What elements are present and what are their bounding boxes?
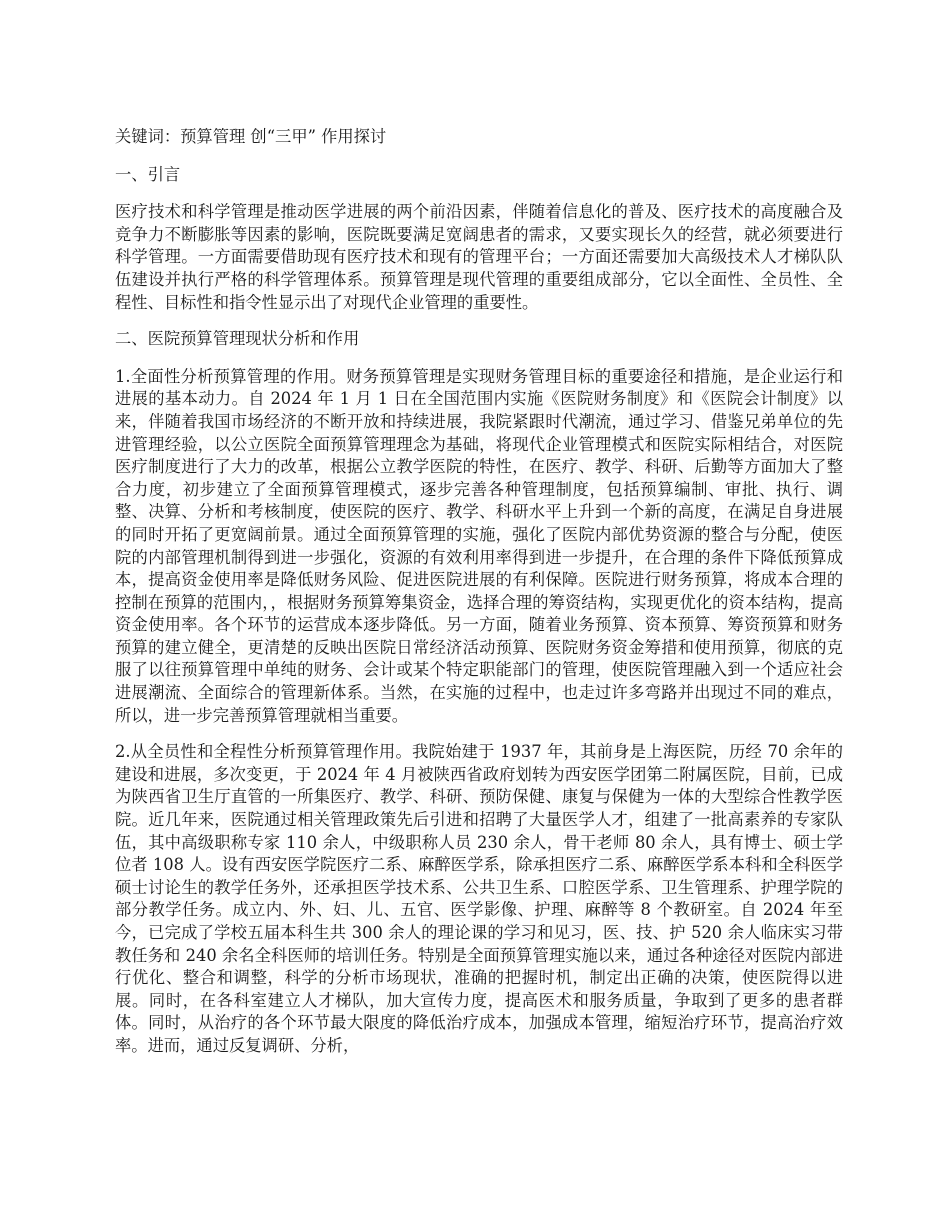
- document-page: [115, 126, 843, 1058]
- paragraph-comprehensive-analysis: 1.全面性分析预算管理的作用。财务预算管理是实现财务管理目标的重要途径和措施，是企业运行和进展的基本动力。自 2024 年 1 月 1 日在全国范围内实施《医院财务制度》和《医院会计制度》以来，伴随着我国市场经济的不断开放和持续进展，我院紧跟时代潮流，通过学习、借鉴兄弟单位的先进管理经验，以公立医院全面预算管理理念为基础，将现代企业管理模式和医院实际相结合，对医院医疗制度进行了大力的改革，根据公立教学医院的特性，在医疗、教学、科研、后勤等方面加大了整合力度，初步建立了全面预算管理模式，逐步完善各种管理制度，包括预算编制、审批、执行、调整、决算、分析和考核制度，使医院的医疗、教学、科研水平上升到一个新的高度，在满足自身进展的同时开拓了更宽阔前景。通过全面预算管理的实施，强化了医院内部优势资源的整合与分配，使医院的内部管理机制得到进一步强化，资源的有效利用率得到进一步提升，在合理的条件下降低预算成本，提高资金使用率是降低财务风险、促进医院进展的有利保障。医院进行财务预算，将成本合理的控制在预算的范围内，，根据财务预算筹集资金，选择合理的筹资结构，实现更优化的资本结构，提高资金使用率。各个环节的运营成本逐步降低。另一方面，随着业务预算、资本预算、筹资预算和财务预算的建立健全，更清楚的反映出医院日常经济活动预算、医院财务资金筹措和使用预算，彻底的克服了以往预算管理中单纯的财务、会计或某个特定职能部门的管理，使医院管理融入到一个适应社会进展潮流、全面综合的管理新体系。当然，在实施的过程中，也走过许多弯路并出现过不同的难点，所以，进一步完善预算管理就相当重要。: [115, 366, 843, 725]
- intro-paragraph: 医疗技术和科学管理是推动医学进展的两个前沿因素，伴随着信息化的普及、医疗技术的高度融合及竞争力不断膨胀等因素的影响，医院既要满足宽阔患者的需求，又要实现长久的经营，就必须要进行科学管理。一方面需要借助现有医疗技术和现有的管理平台；一方面还需要加大高级技术人才梯队队伍建设并执行严格的科学管理体系。预算管理是现代管理的重要组成部分，它以全面性、全员性、全程性、目标性和指令性显示出了对现代企业管理的重要性。: [115, 202, 843, 312]
- section-heading-analysis: 二、医院预算管理现状分析和作用: [115, 329, 360, 349]
- section-heading-intro: 一、引言: [115, 164, 181, 184]
- paragraph-full-staff-analysis: 2.从全员性和全程性分析预算管理作用。我院始建于 1937 年，其前身是上海医院，历经 70 余年的建设和进展，多次变更，于 2024 年 4 月被陕西省政府划转为西安医学团第二附属医院，目前，已成为陕西省卫生厅直管的一所集医疗、教学、科研、预防保健、康复与保健为一体的大型综合性教学医院。近几年来，医院通过相关管理政策先后引进和招聘了大量医学人才，组建了一批高素养的专家队伍，其中高级职称专家 110 余人，中级职称人员 230 余人，骨干老师 80 余人，具有博士、硕士学位者 108 人。设有西安医学院医疗二系、麻醉医学系，除承担医疗二系、麻醉医学系本科和全科医学硕士讨论生的教学任务外，还承担医学技术系、公共卫生系、口腔医学系、卫生管理系、护理学院的部分教学任务。成立内、外、妇、儿、五官、医学影像、护理、麻醉等 8 个教研室。自 2024 年至今，已完成了学校五届本科生共 300 余人的理论课的学习和见习，医、技、护 520 余人临床实习带教任务和 240 余名全科医师的培训任务。特别是全面预算管理实施以来，通过各种途径对医院内部进行优化、整合和调整，科学的分析市场现状，准确的把握时机，制定出正确的决策，使医院得以进展。同时，在各科室建立人才梯队，加大宣传力度，提高医术和服务质量，争取到了更多的患者群体。同时，从治疗的各个环节最大限度的降低治疗成本，加强成本管理，缩短治疗环节，提高治疗效率。进而，通过反复调研、分析，: [115, 742, 843, 1055]
- keywords-line: 关键词：预算管理 创“三甲” 作用探讨: [115, 127, 387, 146]
